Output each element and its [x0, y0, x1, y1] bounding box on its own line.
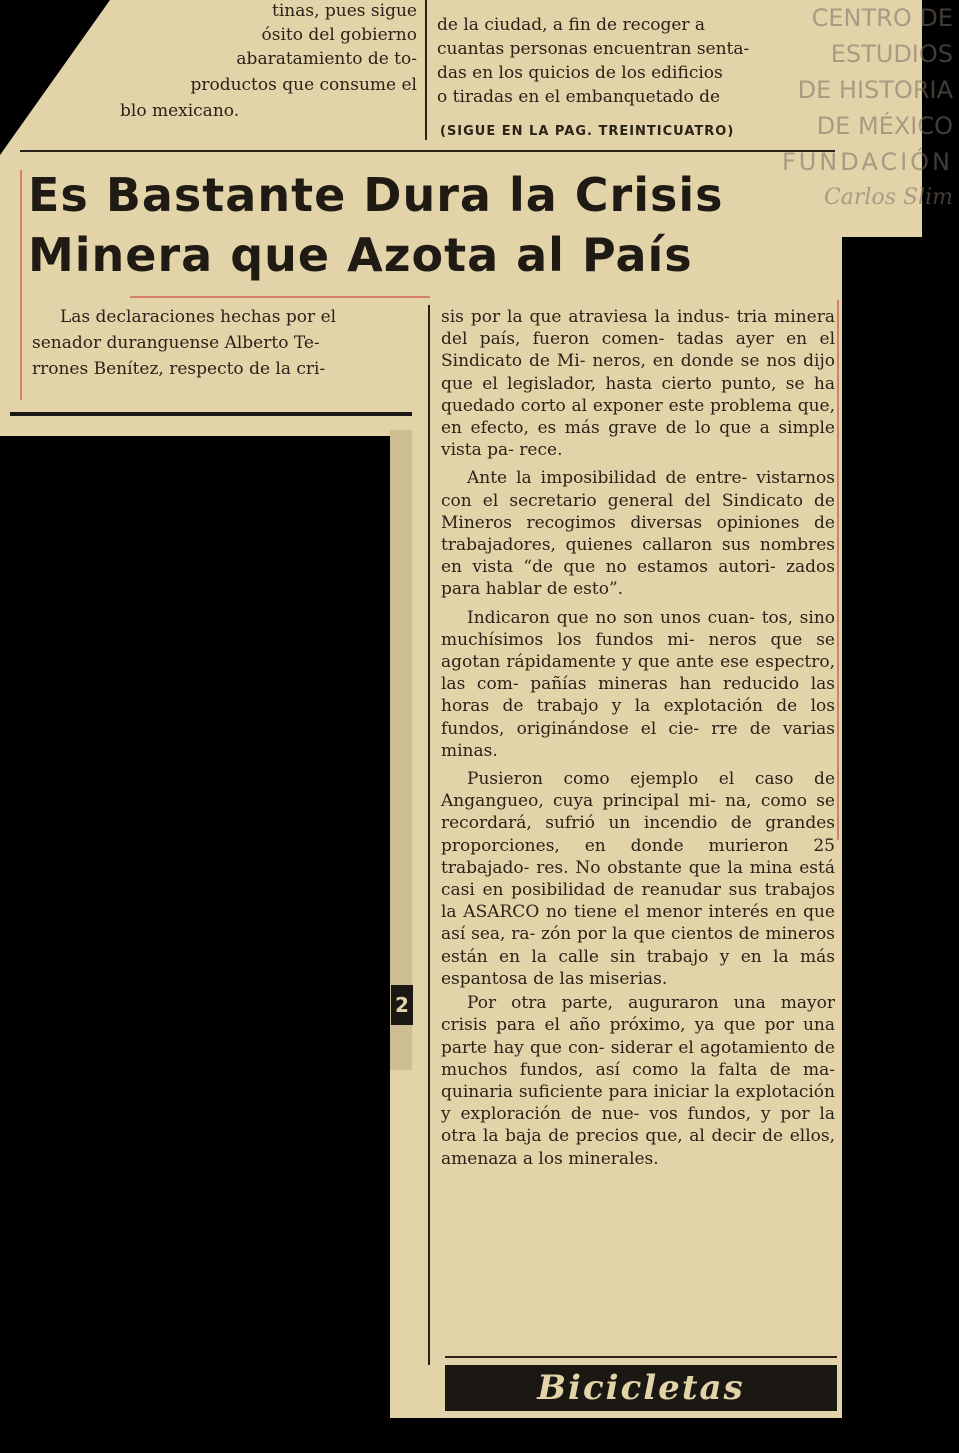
text-line: rrones Benítez, respecto de la cri-: [32, 359, 326, 379]
archive-watermark: [776, 0, 959, 237]
background: [842, 237, 959, 1453]
ad-banner: [445, 1365, 837, 1411]
text-line: productos que consume el: [190, 75, 417, 95]
text-line: blo mexicano.: [120, 101, 240, 121]
paragraph: Ante la imposibilidad de entre- vistarnos con el secretario general del Sindicato de Mineros recogimos diversas opiniones de trabajadores, quienes callaron sus nombres en vista “de que no estamos autori- zados para hablar de esto”.: [441, 468, 835, 600]
watermark-signature: Carlos Slim: [823, 185, 953, 210]
watermark-line: DE HISTORIA: [797, 76, 953, 104]
column-divider: [428, 305, 430, 1365]
pencil-mark: [20, 170, 22, 400]
text-line: Las declaraciones hechas por el: [60, 307, 337, 327]
continued-note: (SIGUE EN LA PAG. TREINTICUATRO): [440, 124, 735, 139]
text-line: de la ciudad, a fin de recoger a: [437, 15, 706, 35]
text-line: abaratamiento de to-: [236, 49, 417, 69]
text-line: das en los quicios de los edificios: [437, 63, 723, 83]
headline-line-2: Minera que Azota al País: [28, 228, 693, 282]
pencil-mark: [130, 296, 430, 298]
text-line: senador duranguense Alberto Te-: [32, 333, 320, 353]
pencil-mark: [837, 300, 839, 840]
section-rule: [445, 1356, 837, 1358]
background: [0, 1418, 959, 1453]
ad-number: 2: [391, 985, 413, 1025]
top-right-column: [437, 14, 822, 110]
top-left-column: [92, 0, 417, 124]
right-column: [441, 306, 835, 1170]
paragraph: Indicaron que no son unos cuan- tos, sino muchísimos los fundos mi- neros que se agotan rápidamente y que ante ese espectro, las com- pañías mineras han reducido las horas de trabajo y la explotación de los fundos, originándose el cie- rre de varias minas.: [441, 607, 835, 761]
left-column: [32, 306, 417, 384]
paragraph: sis por la que atraviesa la indus- tria minera del país, fueron comen- tadas ayer en el Sindicato de Mi- neros, en donde se nos dijo que el legislador, hasta cierto punto, se ha quedado corto al exponer este problema que, en efecto, es más grave de lo que a simple vista pa- rece.: [441, 307, 835, 461]
missing-area: [0, 436, 390, 1453]
column-divider: [425, 0, 427, 140]
headline: [28, 165, 828, 285]
watermark-line: FUNDACIÓN: [781, 148, 953, 176]
ad-banner-text: Bicicletas: [537, 1368, 745, 1408]
text-line: tinas, pues sigue: [272, 1, 417, 21]
watermark-line: DE MÉXICO: [816, 112, 953, 140]
watermark-line: ESTUDIOS: [830, 40, 953, 68]
text-line: ósito del gobierno: [261, 25, 417, 45]
paragraph: Pusieron como ejemplo el caso de Angangueo, cuya principal mi- na, como se recordará, sufrió un incendio de grandes proporciones, en donde murieron 25 trabajado- res. No obstante que la mina está casi en posibilidad de reanudar sus trabajos la ASARCO no tiene el menor interés en que así sea, ra- zón por la que cientos de mineros están en la calle sin trabajo y en la más espantosa de las miserias.: [441, 769, 835, 989]
section-rule: [20, 150, 835, 152]
paragraph: Por otra parte, auguraron una mayor crisis para el año próximo, ya que por una parte hay que con- siderar el agotamiento de muchos fundos, así como la falta de ma- quinaria suficiente para iniciar la explotación y exploración de nue- vos fundos, y por la otra la baja de precios que, al decir de ellos, amenaza a los minerales.: [441, 993, 835, 1169]
headline-line-1: Es Bastante Dura la Crisis: [28, 168, 724, 222]
ad-frame: [10, 412, 412, 432]
watermark-line: CENTRO DE: [811, 4, 953, 32]
ad-edge: [390, 430, 412, 1070]
text-line: o tiradas en el embanquetado de: [437, 87, 721, 107]
text-line: cuantas personas encuentran senta-: [437, 39, 750, 59]
